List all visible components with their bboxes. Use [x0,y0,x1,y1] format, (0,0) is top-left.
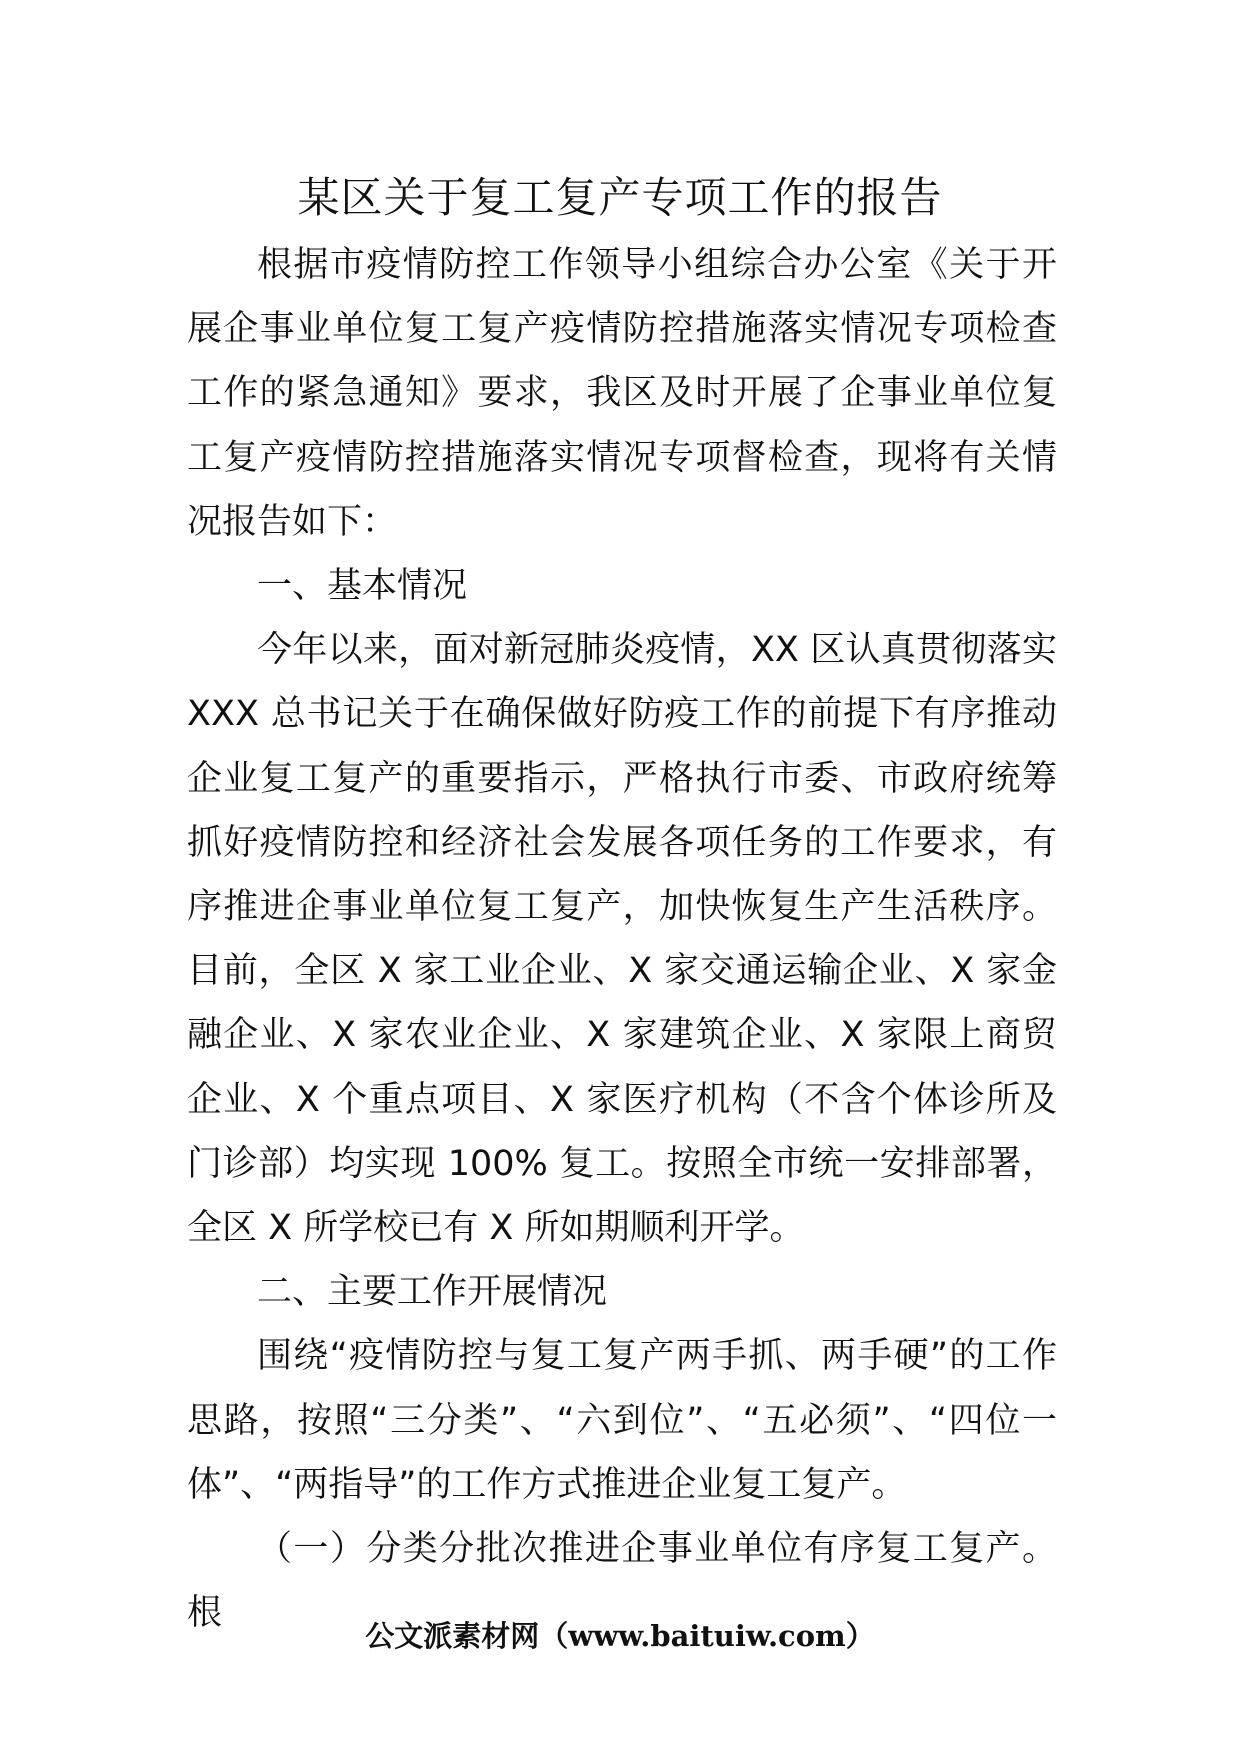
main-work-paragraph: 围绕“疫情防控与复工复产两手抓、两手硬”的工作思路，按照“三分类”、“六到位”、“五必须”、“四位一体”、“两指导”的工作方式推进企业复工复产。 [187,1336,1057,1505]
document-title: 某区关于复工复产专项工作的报告 [297,173,943,222]
subsection-paragraph: （一）分类分批次推进企事业单位有序复工复产。根 [187,1529,1057,1634]
section-heading-basic-situation: 一、基本情况 [257,566,468,607]
basic-situation-paragraph: 今年以来，面对新冠肺炎疫情，XX 区认真贯彻落实 XXX 总书记关于在确保做好防疫工作的前提下有序推动企业复工复产的重要指示，严格执行市委、市政府统筹抓好疫情防控和经济社会发展各项任务的工作要求，有序推进企事业单位复工复产，加快恢复生产生活秩序。目前，全区 X 家工业企业、X 家交通运输企业、X 家金融企业、X 家农业企业、X 家建筑企业、X 家限上商贸企业、X 个重点项目、X 家医疗机构（不含个体诊所及门诊部）均实现 100% 复工。按照全市统一安排部署，全区 X 所学校已有 X 所如期顺利开学。 [187,630,1057,1249]
footer-watermark: 公文派素材网（www.baituiw.com） [365,1619,875,1653]
document-body [187,233,1057,1645]
intro-paragraph: 根据市疫情防控工作领导小组综合办公室《关于开展企事业单位复工复产疫情防控措施落实情况专项检查工作的紧急通知》要求，我区及时开展了企事业单位复工复产疫情防控措施落实情况专项督检查，现将有关情况报告如下： [187,245,1057,542]
section-heading-main-work: 二、主要工作开展情况 [257,1272,608,1313]
